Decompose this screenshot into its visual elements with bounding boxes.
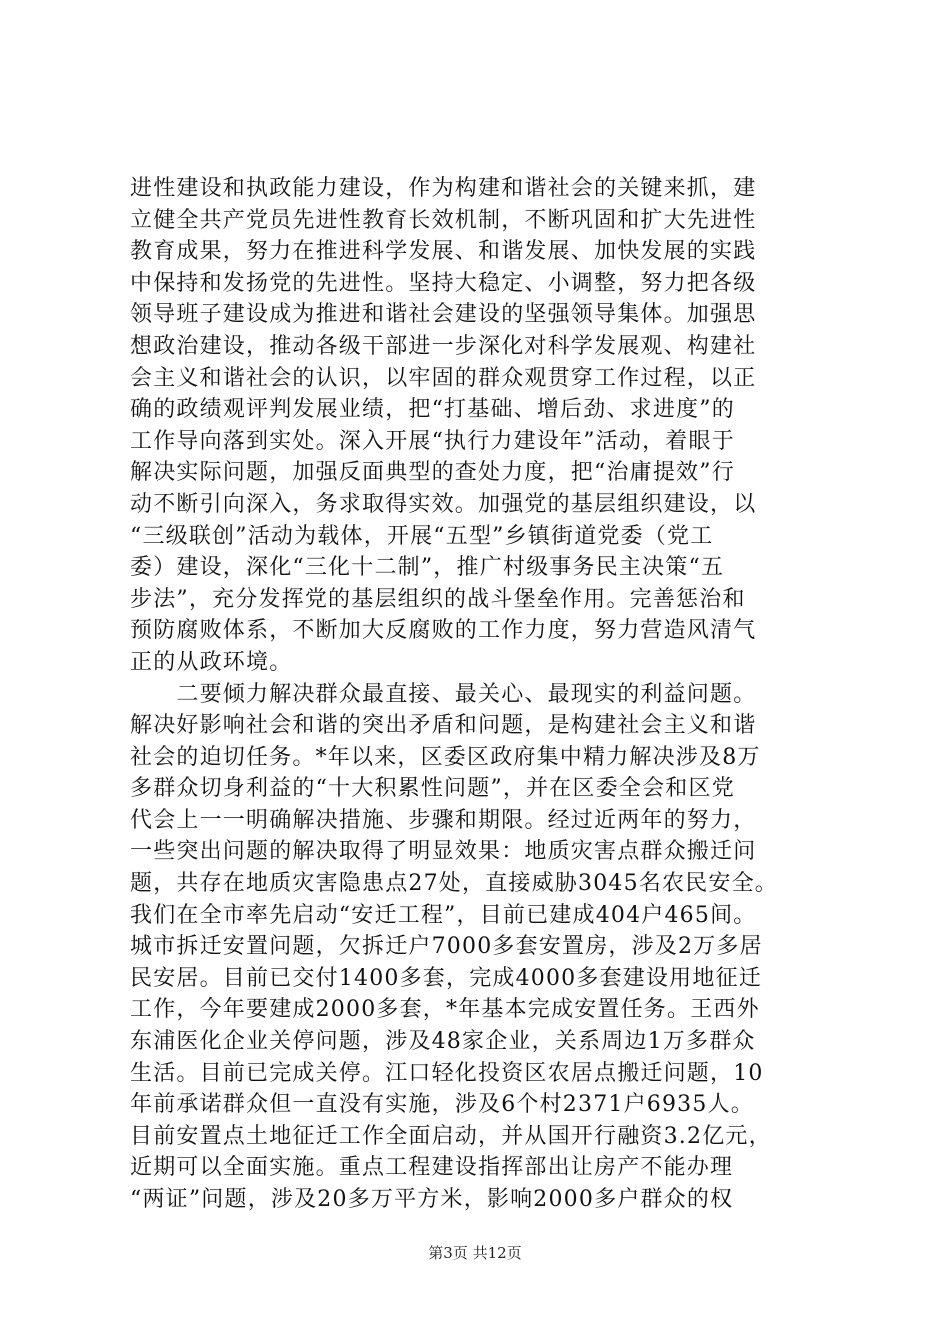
text-line: 我们在全市率先启动“安迁工程”，目前已建成404户465间。 bbox=[130, 902, 757, 928]
text-line: 进性建设和执政能力建设，作为构建和谐社会的关键来抓，建 bbox=[130, 176, 757, 201]
text-line: 解决好影响社会和谐的突出矛盾和问题，是构建社会主义和谐 bbox=[130, 713, 757, 739]
text-line: 步法”，充分发挥党的基层组织的战斗堡垒作用。完善惩治和 bbox=[130, 586, 746, 612]
text-line: 预防腐败体系，不断加大反腐败的工作力度，努力营造风清气 bbox=[130, 618, 757, 644]
text-line: 委）建设，深化“三化十二制”，推广村级事务民主决策“五 bbox=[130, 555, 725, 581]
page-footer: 第3页 共12页 bbox=[428, 1244, 522, 1262]
text-line: 多群众切身利益的“十大积累性问题”，并在区委全会和区党 bbox=[130, 776, 735, 802]
text-line: 社会的迫切任务。*年以来，区委区政府集中精力解决涉及8万 bbox=[130, 744, 761, 770]
text-line: 代会上一一明确解决措施、步骤和期限。经过近两年的努力， bbox=[130, 807, 757, 833]
text-line: 生活。目前已完成关停。江口轻化投资区农居点搬迁问题，10 bbox=[130, 1060, 764, 1086]
text-line: 题，共存在地质灾害隐患点27处，直接威胁3045名农民安全。 bbox=[130, 871, 778, 897]
text-line: 目前安置点土地征迁工作全面启动，并从国开行融资3.2亿元， bbox=[130, 1123, 772, 1149]
text-line: 一些突出问题的解决取得了明显效果：地质灾害点群众搬迁问 bbox=[130, 839, 757, 865]
text-line: 正的从政环境。 bbox=[130, 649, 293, 675]
text-line: 年前承诺群众但一直没有实施，涉及6个村2371户6935人。 bbox=[130, 1092, 754, 1118]
text-line: 领导班子建设成为推进和谐社会建设的坚强领导集体。加强思 bbox=[130, 302, 757, 328]
text-line: 教育成果，努力在推进科学发展、和谐发展、加快发展的实践 bbox=[130, 239, 757, 265]
text-line: 会主义和谐社会的认识，以牢固的群众观贯穿工作过程，以正 bbox=[130, 365, 757, 391]
text-line: 工作导向落到实处。深入开展“执行力建设年”活动，着眼于 bbox=[130, 428, 735, 454]
body-text bbox=[130, 173, 850, 1216]
text-line: 动不断引向深入，务求取得实效。加强党的基层组织建设，以 bbox=[130, 491, 757, 517]
text-line: 立健全共产党员先进性教育长效机制，不断巩固和扩大先进性 bbox=[130, 207, 757, 233]
text-line: “两证”问题，涉及20多万平方米，影响2000多户群众的权 bbox=[130, 1187, 734, 1212]
text-line: 中保持和发扬党的先进性。坚持大稳定、小调整，努力把各级 bbox=[130, 270, 757, 296]
text-line: 想政治建设，推动各级干部进一步深化对科学发展观、构建社 bbox=[130, 333, 757, 359]
text-line: 民安居。目前已交付1400多套，完成4000多套建设用地征迁 bbox=[130, 965, 762, 991]
text-line: 近期可以全面实施。重点工程建设指挥部出让房产不能办理 bbox=[130, 1155, 734, 1181]
text-line: 解决实际问题，加强反面典型的查处力度，把“治庸提效”行 bbox=[130, 460, 735, 486]
text-line: “三级联创”活动为载体，开展“五型”乡镇街道党委（党工 bbox=[130, 523, 714, 549]
text-line: 二要倾力解决群众最直接、最关心、最现实的利益问题。 bbox=[130, 681, 757, 707]
text-line: 城市拆迁安置问题，欠拆迁户7000多套安置房，涉及2万多居 bbox=[130, 934, 763, 960]
text-line: 东浦医化企业关停问题，涉及48家企业，关系周边1万多群众 bbox=[130, 1029, 756, 1055]
text-line: 确的政绩观评判发展业绩，把“打基础、增后劲、求进度”的 bbox=[130, 397, 735, 423]
text-line: 工作，今年要建成2000多套，*年基本完成安置任务。王西外 bbox=[130, 997, 760, 1023]
